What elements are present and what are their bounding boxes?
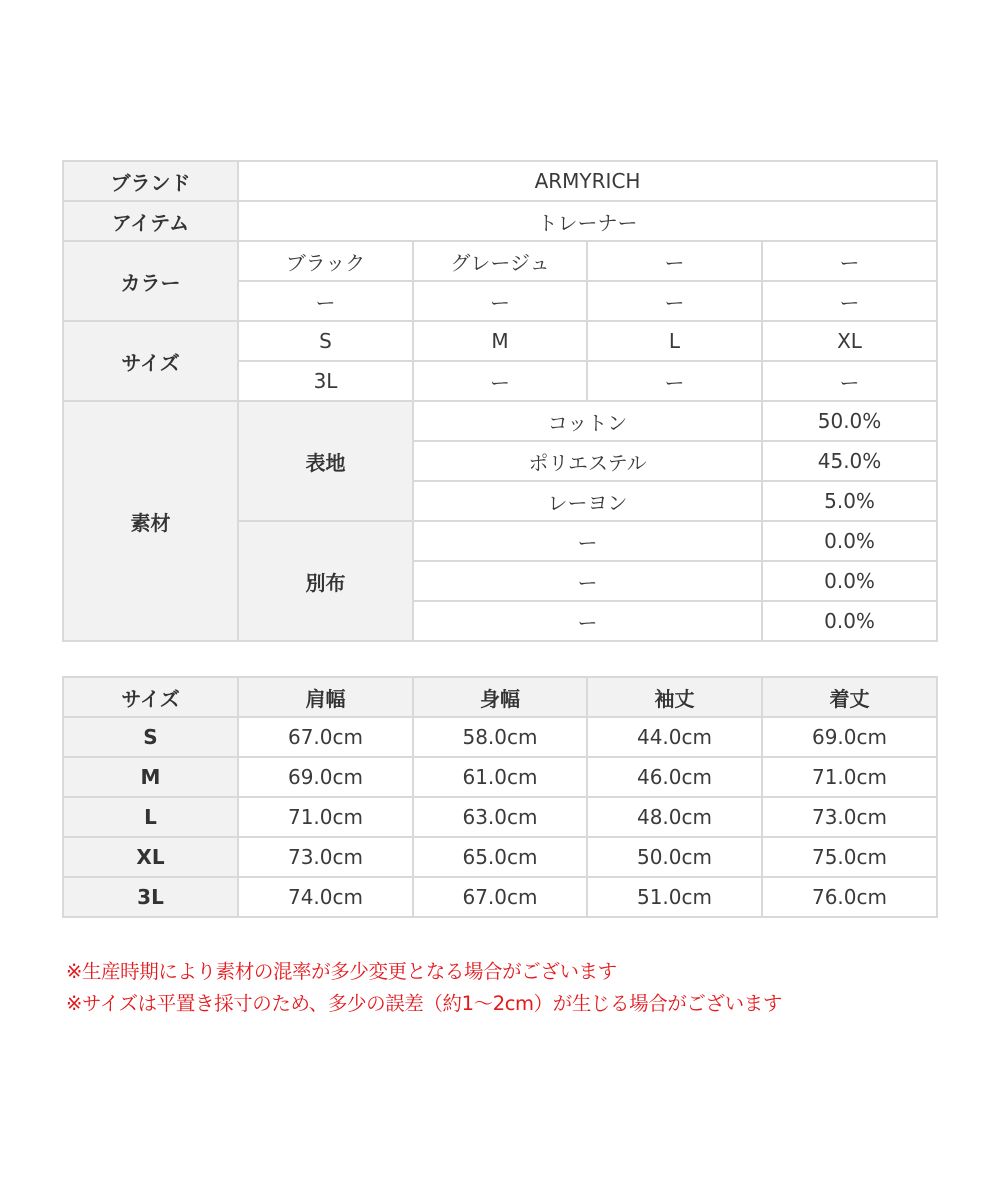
fiber-percent: 0.0% (762, 601, 937, 641)
measure-cell: 67.0cm (413, 877, 587, 917)
column-header: 袖丈 (587, 677, 762, 717)
measure-cell: 63.0cm (413, 797, 587, 837)
fiber-percent: 0.0% (762, 521, 937, 561)
note-material: ※生産時期により素材の混率が多少変更となる場合がございます (66, 960, 617, 983)
color-row (63, 241, 937, 281)
measure-cell: 69.0cm (762, 717, 937, 757)
color-value: ー (587, 241, 762, 281)
fiber-percent: 5.0% (762, 481, 937, 521)
measure-cell: 61.0cm (413, 757, 587, 797)
measure-cell: 71.0cm (238, 797, 413, 837)
measure-cell: 44.0cm (587, 717, 762, 757)
measure-cell: 50.0cm (587, 837, 762, 877)
size-value: ー (413, 361, 587, 401)
fiber-name: ポリエステル (413, 441, 762, 481)
size-value: S (238, 321, 413, 361)
size-value: L (587, 321, 762, 361)
measure-cell: 76.0cm (762, 877, 937, 917)
color-value: ブラック (238, 241, 413, 281)
row-size-label: 3L (63, 877, 238, 917)
color-value: ー (238, 281, 413, 321)
color-value: ー (413, 281, 587, 321)
color-label: カラー (63, 241, 238, 321)
color-value: ー (587, 281, 762, 321)
table-row (63, 717, 937, 757)
fiber-name: コットン (413, 401, 762, 441)
note-size: ※サイズは平置き採寸のため、多少の誤差（約1～2cm）が生じる場合がございます (66, 992, 782, 1015)
measure-cell: 75.0cm (762, 837, 937, 877)
row-size-label: L (63, 797, 238, 837)
size-row (63, 321, 937, 361)
fiber-name: ー (413, 601, 762, 641)
column-header: 着丈 (762, 677, 937, 717)
item-row (63, 201, 937, 241)
material-row (63, 401, 937, 441)
color-value: ー (762, 281, 937, 321)
fiber-name: ー (413, 521, 762, 561)
column-header: サイズ (63, 677, 238, 717)
table-row (63, 797, 937, 837)
outer-fabric-label: 表地 (238, 401, 413, 521)
color-value: ー (762, 241, 937, 281)
fiber-name: ー (413, 561, 762, 601)
measure-cell: 51.0cm (587, 877, 762, 917)
item-value: トレーナー (238, 201, 937, 241)
fiber-name: レーヨン (413, 481, 762, 521)
measure-cell: 71.0cm (762, 757, 937, 797)
brand-value: ARMYRICH (238, 161, 937, 201)
measure-cell: 74.0cm (238, 877, 413, 917)
notes (66, 956, 946, 1020)
fiber-percent: 50.0% (762, 401, 937, 441)
column-header: 肩幅 (238, 677, 413, 717)
size-value: ー (587, 361, 762, 401)
table-row (63, 837, 937, 877)
measure-cell: 69.0cm (238, 757, 413, 797)
size-chart-table (62, 676, 938, 918)
brand-label: ブランド (63, 161, 238, 201)
measure-cell: 58.0cm (413, 717, 587, 757)
size-value: 3L (238, 361, 413, 401)
product-spec-table (62, 160, 938, 642)
table-row (63, 757, 937, 797)
measure-cell: 73.0cm (238, 837, 413, 877)
measure-cell: 65.0cm (413, 837, 587, 877)
fiber-percent: 45.0% (762, 441, 937, 481)
row-size-label: S (63, 717, 238, 757)
size-label: サイズ (63, 321, 238, 401)
item-label: アイテム (63, 201, 238, 241)
row-size-label: XL (63, 837, 238, 877)
brand-row (63, 161, 937, 201)
size-value: M (413, 321, 587, 361)
size-chart-header-row (63, 677, 937, 717)
other-fabric-label: 別布 (238, 521, 413, 641)
measure-cell: 73.0cm (762, 797, 937, 837)
column-header: 身幅 (413, 677, 587, 717)
size-value: ー (762, 361, 937, 401)
measure-cell: 46.0cm (587, 757, 762, 797)
size-value: XL (762, 321, 937, 361)
fiber-percent: 0.0% (762, 561, 937, 601)
table-row (63, 877, 937, 917)
material-label: 素材 (63, 401, 238, 641)
row-size-label: M (63, 757, 238, 797)
color-value: グレージュ (413, 241, 587, 281)
measure-cell: 48.0cm (587, 797, 762, 837)
measure-cell: 67.0cm (238, 717, 413, 757)
